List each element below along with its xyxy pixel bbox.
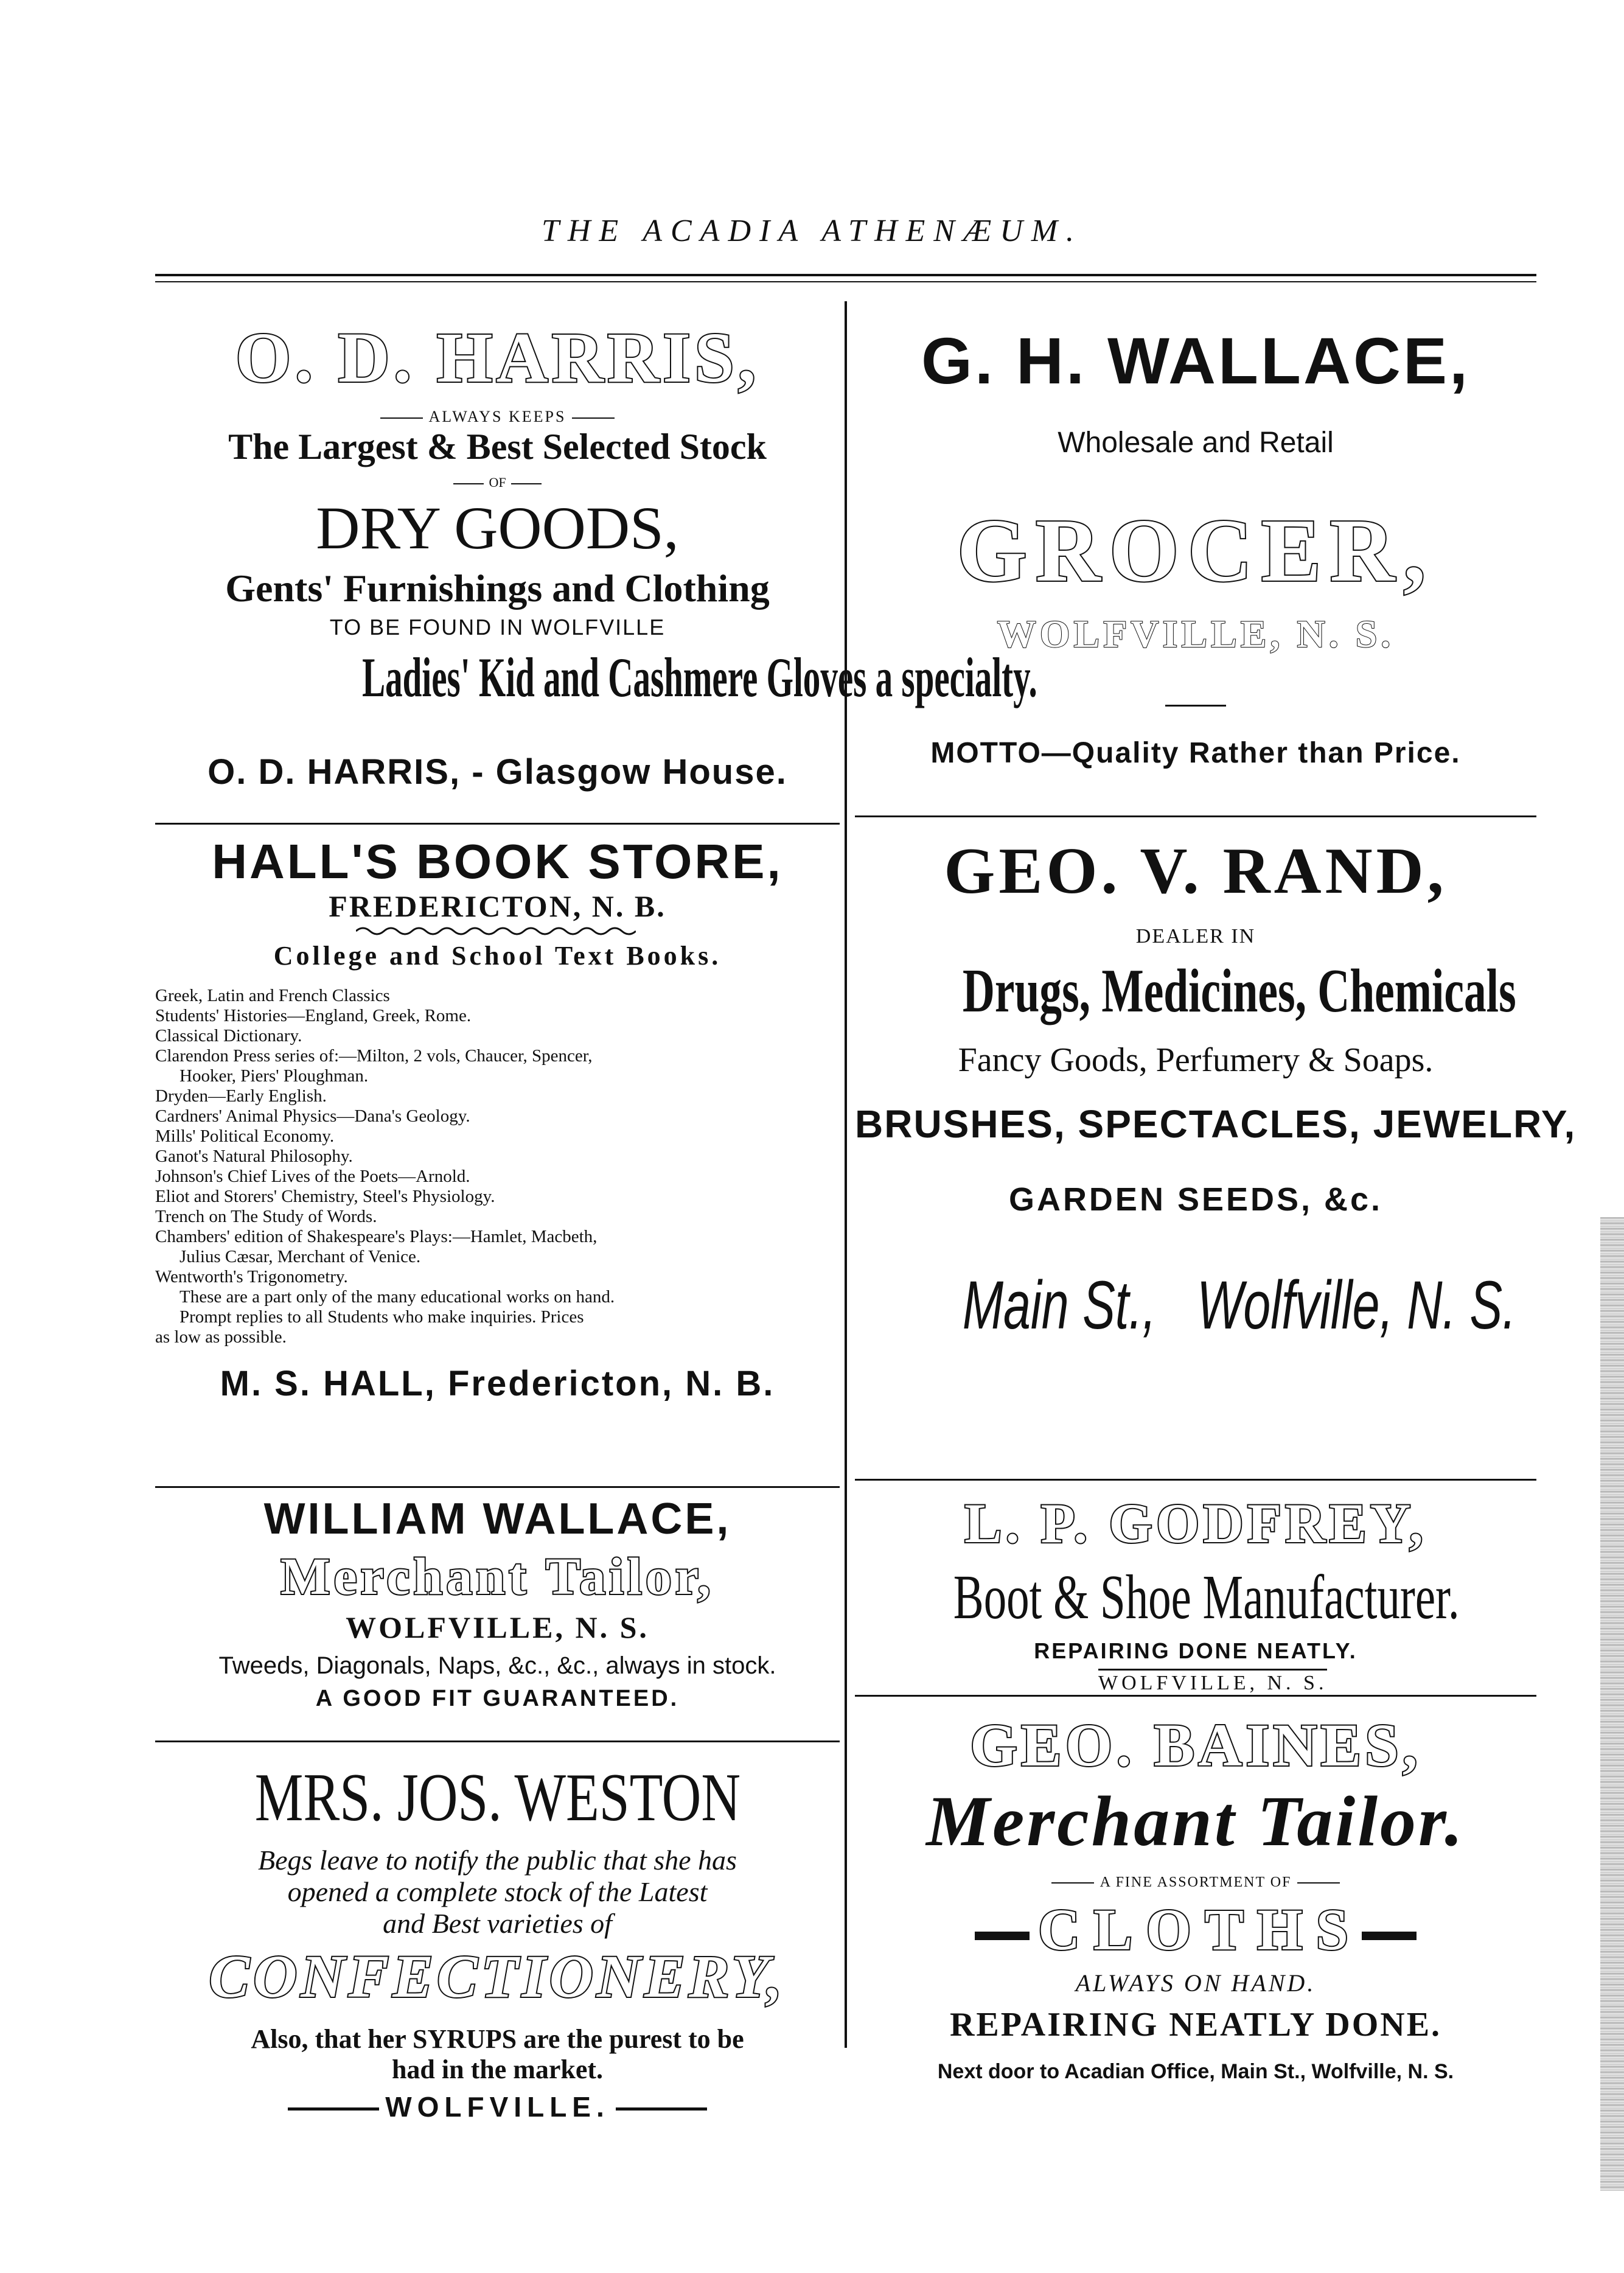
harris-gents: Gents' Furnishings and Clothing xyxy=(225,567,770,610)
book-item: Chambers' edition of Shakespeare's Plays:—Hamlet, Macbeth, xyxy=(155,1227,598,1246)
right-column xyxy=(855,298,1577,2209)
hall-title: HALL'S BOOK STORE, xyxy=(212,834,783,889)
book-item: Classical Dictionary. xyxy=(155,1026,302,1046)
weston-line2: opened a complete stock of the Latest xyxy=(287,1876,708,1907)
harris-of xyxy=(155,475,840,491)
ww-fit: A GOOD FIT GUARANTEED. xyxy=(315,1686,680,1711)
ww-stock: Tweeds, Diagonals, Naps, &c., &c., always in stock. xyxy=(218,1652,776,1679)
always-keeps-label: ALWAYS KEEPS xyxy=(428,408,566,425)
weston-product: CONFECTIONERY, xyxy=(209,1943,786,2010)
weston-name xyxy=(155,1759,840,1837)
baines-name: GEO. BAINES, xyxy=(970,1711,1421,1779)
baines-on-hand: ALWAYS ON HAND. xyxy=(1075,1969,1316,1997)
drugs-text: Drugs, Medicines, Chemicals xyxy=(962,957,1516,1025)
book-item: Clarendon Press series of:—Milton, 2 vols, Chaucer, Spencer, xyxy=(155,1046,593,1066)
weston-line3: and Best varieties of xyxy=(383,1908,612,1939)
divider-ww xyxy=(155,1741,840,1742)
rand-fancy: Fancy Goods, Perfumery & Soaps. xyxy=(958,1041,1434,1079)
harris-name: O. D. HARRIS, xyxy=(235,318,760,397)
book-item: Cardners' Animal Physics—Dana's Geology. xyxy=(155,1106,470,1126)
top-rule xyxy=(155,274,1536,276)
rand-ad xyxy=(855,822,1577,1430)
baines-address: Next door to Acadian Office, Main St., Wolfville, N. S. xyxy=(937,2060,1454,2083)
assortment-label: A FINE ASSORTMENT OF xyxy=(1100,1874,1292,1890)
harris-always-keeps xyxy=(155,408,840,426)
harris-gloves xyxy=(155,645,1037,710)
baines-assortment xyxy=(855,1874,1536,1891)
baines-trade: Merchant Tailor. xyxy=(926,1781,1465,1861)
divider-rand xyxy=(855,1479,1536,1481)
hall-book-list xyxy=(155,986,840,1347)
rand-seeds: GARDEN SEEDS, &c. xyxy=(1008,1181,1383,1218)
rand-address xyxy=(855,1266,1536,1344)
divider-ghw xyxy=(855,815,1536,817)
harris-signature: O. D. HARRIS, - Glasgow House. xyxy=(207,752,787,792)
divider-godfrey xyxy=(855,1695,1536,1697)
gh-wallace-ad xyxy=(855,298,1536,822)
ww-town: WOLFVILLE, N. S. xyxy=(346,1610,649,1644)
weston-town-text: WOLFVILLE. xyxy=(385,2091,610,2123)
gloves-text: Ladies' Kid and Cashmere Gloves a specialty. xyxy=(362,646,1037,708)
weston-town xyxy=(155,2090,840,2123)
book-item: Trench on The Study of Words. xyxy=(155,1207,377,1226)
godfrey-ad xyxy=(855,1485,1536,1694)
ww-trade: Merchant Tailor, xyxy=(281,1547,714,1605)
book-item: Eliot and Storers' Chemistry, Steel's Physiology. xyxy=(155,1187,495,1206)
top-rule-thin xyxy=(155,281,1536,282)
book-item: Wentworth's Trigonometry. xyxy=(155,1267,348,1287)
weston-ad xyxy=(155,1747,840,2123)
rand-address-text: Main St., Wolfville, N. S. xyxy=(962,1267,1516,1343)
left-column xyxy=(155,298,1037,2209)
hall-ad xyxy=(155,828,840,1454)
godfrey-trade-text: Boot & Shoe Manufacturer. xyxy=(953,1562,1460,1632)
baines-repairing: REPAIRING NEATLY DONE. xyxy=(949,2006,1442,2044)
ghw-town: WOLFVILLE, N. S. xyxy=(997,612,1395,655)
divider-hall xyxy=(155,1486,840,1488)
weston-syrups2: had in the market. xyxy=(391,2055,604,2084)
book-item: Dryden—Early English. xyxy=(155,1086,327,1106)
rand-dealer: DEALER IN xyxy=(1135,925,1256,948)
harris-tagline: The Largest & Best Selected Stock xyxy=(228,427,767,467)
book-item: Students' Histories—England, Greek, Rome. xyxy=(155,1006,472,1025)
ghw-grocer: GROCER, xyxy=(957,501,1435,601)
harris-ad xyxy=(155,298,1037,815)
rand-name: GEO. V. RAND, xyxy=(944,835,1448,907)
column-divider xyxy=(845,301,847,2048)
rand-brushes: BRUSHES, SPECTACLES, JEWELRY, xyxy=(855,1102,1577,1146)
baines-cloths xyxy=(855,1896,1536,1963)
hall-signature: M. S. HALL, Fredericton, N. B. xyxy=(220,1364,775,1403)
of-label: OF xyxy=(489,475,506,490)
ghw-wholesale: Wholesale and Retail xyxy=(1058,427,1334,459)
godfrey-name: L. P. GODFREY, xyxy=(964,1492,1427,1554)
book-item: Johnson's Chief Lives of the Poets—Arnold. xyxy=(155,1167,470,1186)
ww-name: WILLIAM WALLACE, xyxy=(263,1495,731,1543)
book-item: Ganot's Natural Philosophy. xyxy=(155,1147,353,1166)
william-wallace-ad xyxy=(155,1491,840,1734)
rand-drugs xyxy=(855,955,1536,1027)
godfrey-town: WOLFVILLE, N. S. xyxy=(1098,1669,1327,1695)
book-item: Hooker, Piers' Ploughman. xyxy=(179,1066,369,1086)
hall-wavy-rule xyxy=(356,925,636,937)
book-item: Greek, Latin and French Classics xyxy=(155,986,390,1005)
weston-line1: Begs leave to notify the public that she has xyxy=(258,1845,737,1876)
ghw-motto: MOTTO—Quality Rather than Price. xyxy=(930,737,1461,769)
book-item: These are a part only of the many educational works on hand. xyxy=(179,1287,615,1307)
divider-harris xyxy=(155,823,840,825)
harris-found: TO BE FOUND IN WOLFVILLE xyxy=(329,615,666,640)
running-head: THE ACADIA ATHENÆUM. xyxy=(541,214,1083,248)
harris-dry-goods: DRY GOODS, xyxy=(316,494,679,562)
cloths-text: CLOTHS xyxy=(1037,1897,1362,1962)
weston-syrups1: Also, that her SYRUPS are the purest to be xyxy=(251,2024,744,2054)
godfrey-trade xyxy=(855,1561,1536,1633)
hall-subtitle: College and School Text Books. xyxy=(273,941,722,971)
godfrey-repairing: REPAIRING DONE NEATLY. xyxy=(1034,1638,1357,1663)
book-item: Julius Cæsar, Merchant of Venice. xyxy=(179,1247,421,1266)
book-item: Mills' Political Economy. xyxy=(155,1126,335,1146)
book-item: Prompt replies to all Students who make inquiries. Prices xyxy=(179,1307,584,1327)
ghw-short-rule xyxy=(1165,705,1226,707)
page-edge xyxy=(1600,1217,1624,2191)
ghw-name: G. H. WALLACE, xyxy=(921,324,1470,397)
hall-city: FREDERICTON, N. B. xyxy=(329,889,666,923)
book-item: as low as possible. xyxy=(155,1327,287,1347)
weston-name-text: MRS. JOS. WESTON xyxy=(254,1760,741,1835)
baines-ad xyxy=(855,1698,1536,2093)
